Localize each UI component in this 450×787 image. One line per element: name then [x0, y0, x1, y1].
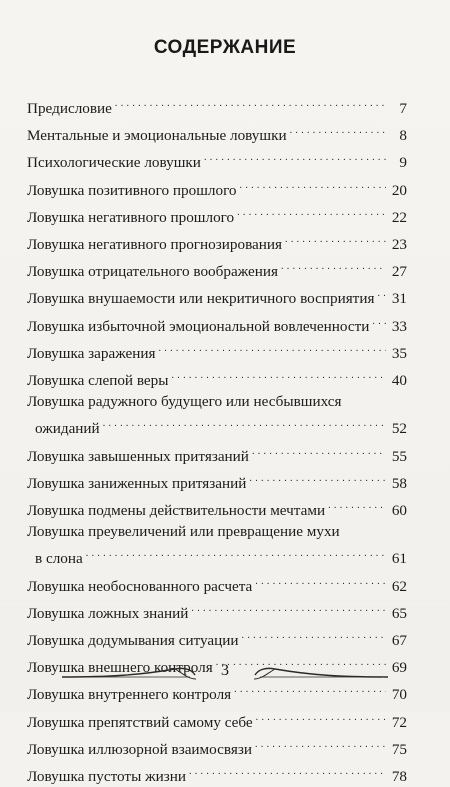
toc-entry-title: Ловушка заражения — [27, 344, 156, 362]
toc-entry-title: Ловушка радужного будущего или несбывшихся — [27, 393, 342, 411]
page-number: 3 — [221, 662, 229, 679]
toc-entry — [27, 391, 407, 439]
dot-leader — [255, 733, 386, 754]
toc-entry — [27, 337, 407, 364]
toc-entry-page: 35 — [391, 344, 407, 362]
toc-entry — [27, 364, 407, 391]
dot-leader — [242, 624, 386, 645]
toc-entry-title: Ловушка отрицательного воображения — [27, 263, 278, 281]
toc-entry-title: Ловушка негативного прогнозирования — [27, 236, 283, 254]
toc-entry-page: 22 — [391, 208, 407, 226]
toc-entry-page: 78 — [391, 768, 407, 786]
toc-entry — [27, 467, 407, 494]
toc-entry-title: Ловушка ложных знаний — [27, 604, 189, 622]
toc-entry-title: Ловушка заниженных притязаний — [27, 474, 247, 492]
toc-entry — [27, 440, 407, 467]
toc-entry-page: 33 — [391, 317, 407, 335]
toc-entry-page: 62 — [391, 577, 407, 595]
dot-leader — [237, 201, 386, 222]
dot-leader — [252, 440, 386, 461]
toc-entry — [27, 201, 407, 228]
toc-entry-title: Ловушка слепой веры — [27, 372, 169, 390]
dot-leader — [103, 412, 386, 433]
toc-entry-title: Ловушка завышенных притязаний — [27, 447, 249, 465]
toc-entry-title: Ловушка негативного прошлого — [27, 208, 235, 226]
dot-leader — [290, 119, 386, 140]
toc-entry-title: Ловушка внешнего контроля — [27, 659, 213, 677]
toc-entry — [27, 494, 407, 521]
toc-entry-page: 65 — [391, 604, 407, 622]
toc-entry-title: Ловушка избыточной эмоциональной вовлеченности — [27, 317, 370, 335]
toc-entry-page: 70 — [391, 686, 407, 704]
dot-leader — [204, 146, 386, 167]
dot-leader — [86, 542, 386, 563]
toc-entry-title: Ловушка необоснованного расчета — [27, 577, 253, 595]
toc-entry — [27, 92, 407, 119]
toc-entry-title: Ловушка подмены действительности мечтами — [27, 502, 326, 520]
dot-leader — [328, 494, 386, 515]
toc-entry — [27, 146, 407, 173]
toc-entry-title: Ловушка внутреннего контроля — [27, 686, 232, 704]
toc-entry-page: 9 — [399, 154, 407, 172]
toc-entry-title: Ловушка пустоты жизни — [27, 768, 186, 786]
dot-leader — [256, 706, 386, 727]
page-title: СОДЕРЖАНИЕ — [153, 37, 297, 58]
toc-entry-page: 67 — [391, 632, 407, 650]
toc-entry — [27, 228, 407, 255]
toc-entry-title: Ловушка позитивного прошлого — [27, 181, 237, 199]
toc-entry-page: 61 — [391, 550, 407, 568]
dot-leader — [171, 364, 386, 385]
toc-entry-page: 31 — [391, 290, 407, 308]
dot-leader — [191, 597, 386, 618]
toc-entry-page: 75 — [391, 740, 407, 758]
toc-entry-title: Ловушка додумывания ситуации — [27, 632, 239, 650]
toc-entry-title-continued: ожиданий — [35, 420, 100, 438]
toc-entry-title: Ловушка внушаемости или некритичного восприятия — [27, 290, 375, 308]
dot-leader — [377, 282, 386, 303]
dot-leader — [372, 310, 386, 331]
toc-entry-title: Ловушка препятствий самому себе — [27, 713, 253, 731]
toc-entry — [27, 706, 407, 733]
toc-entry-title: Психологические ловушки — [27, 154, 201, 172]
toc-entry-page: 58 — [391, 474, 407, 492]
toc-entry — [27, 174, 407, 201]
toc-entry-title-continued: в слона — [35, 550, 83, 568]
toc-entry — [27, 760, 407, 787]
toc-entry-page: 20 — [391, 181, 407, 199]
dot-leader — [285, 228, 386, 249]
toc-entry — [27, 570, 407, 597]
toc-entry-page: 52 — [391, 420, 407, 438]
toc-entry-title: Предисловие — [27, 100, 112, 117]
dot-leader — [281, 255, 386, 276]
toc-entry-page: 23 — [391, 236, 407, 254]
dot-leader — [255, 570, 386, 591]
toc-entry-page: 69 — [391, 659, 407, 677]
toc-entry-page: 7 — [399, 100, 407, 117]
toc-entry-page: 40 — [391, 372, 407, 390]
toc-entry-title: Ловушка преувеличений или превращение мухи — [27, 523, 340, 541]
dot-leader — [249, 467, 386, 488]
toc-entry-page: 60 — [391, 502, 407, 520]
toc-entry-page: 72 — [391, 713, 407, 731]
toc-entry — [27, 119, 407, 146]
toc-entry-page: 27 — [391, 263, 407, 281]
toc-entry — [27, 282, 407, 309]
toc-entry-page: 8 — [399, 127, 407, 145]
toc-entry-title: Ловушка иллюзорной взаимосвязи — [27, 740, 252, 758]
toc-entry — [27, 310, 407, 337]
toc-entry — [27, 597, 407, 624]
dot-leader — [240, 174, 386, 195]
dot-leader — [115, 92, 386, 113]
toc-entry-title: Ментальные и эмоциональные ловушки — [27, 127, 287, 145]
toc-entry — [27, 733, 407, 760]
toc-entry-page: 55 — [391, 447, 407, 465]
toc-entry — [27, 255, 407, 282]
toc-entry — [27, 624, 407, 651]
dot-leader — [159, 337, 387, 358]
dot-leader — [189, 760, 386, 781]
toc-entry — [27, 521, 407, 569]
